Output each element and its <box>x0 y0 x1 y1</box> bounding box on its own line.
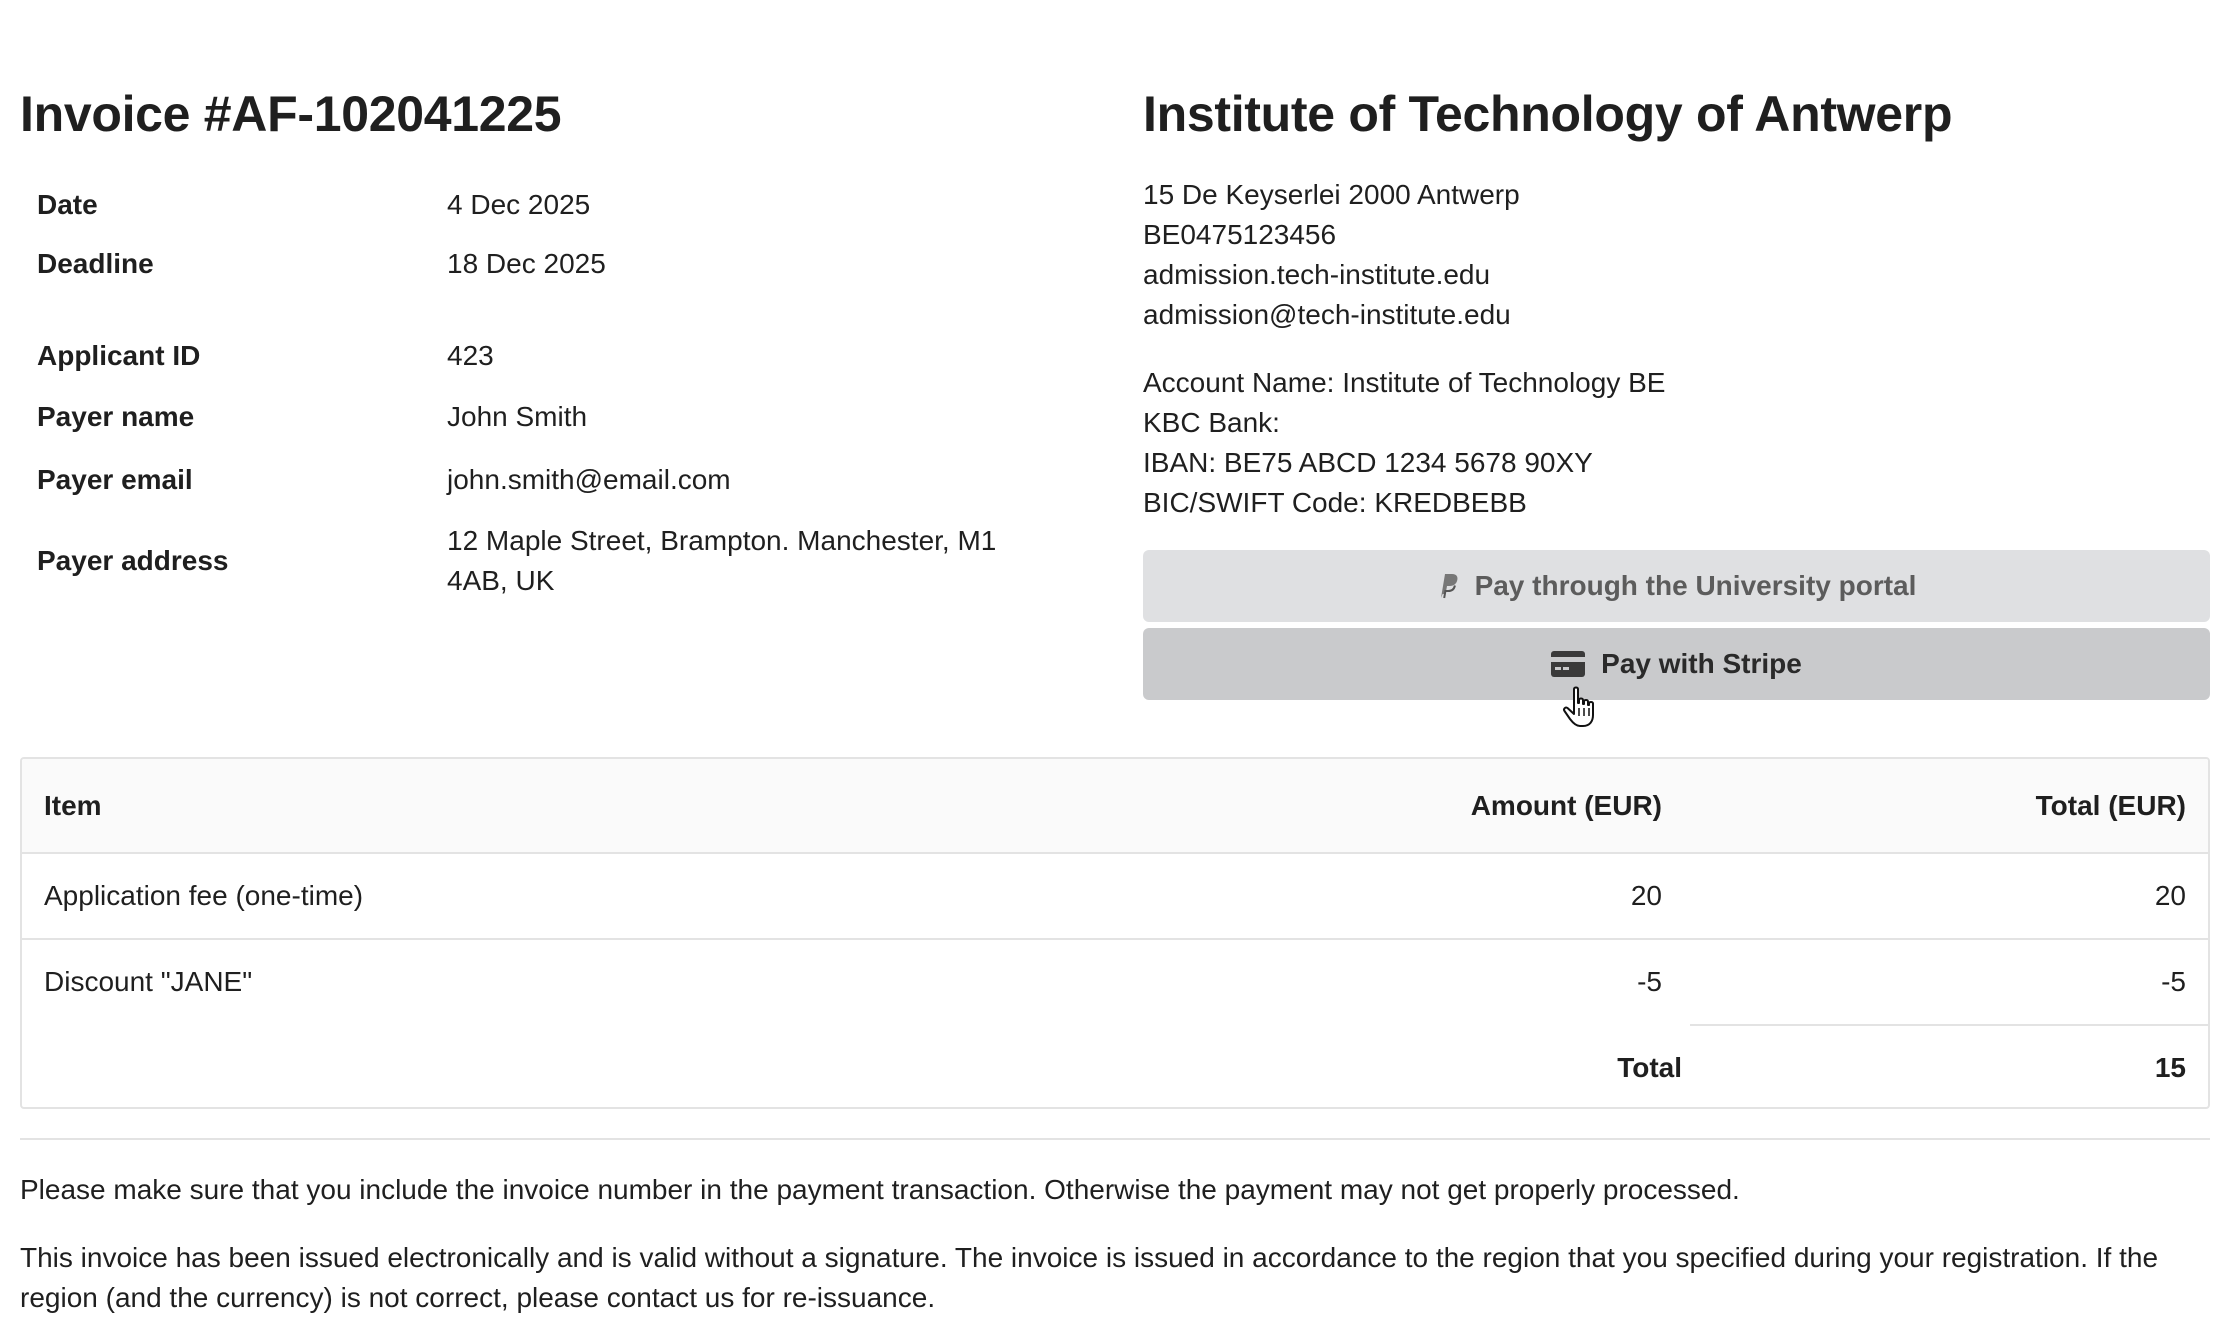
institute-name: Institute of Technology of Antwerp <box>1143 86 1953 142</box>
meta-row-payer-name <box>20 386 1080 448</box>
electronic-issuance-note: This invoice has been issued electronically and is valid without a signature. The invoice is issued in accordance to the region that you specified during your registration. If the region (and the currency) is not correct, please contact us for re-issuance. <box>20 1242 2159 1313</box>
table-header <box>22 759 2208 854</box>
payer-address-label: Payer address <box>37 545 229 576</box>
section-divider <box>20 1138 2210 1140</box>
header-amount: Amount (EUR) <box>1470 789 1662 821</box>
invoice-meta <box>20 176 1080 610</box>
pay-with-stripe-button[interactable] <box>1143 628 2210 700</box>
institute-vat: BE0475123456 <box>1143 219 1337 250</box>
date-value: 4 Dec 2025 <box>447 189 591 220</box>
row-item: Application fee (one-time) <box>44 880 364 911</box>
payer-email-label: Payer email <box>37 464 193 495</box>
meta-row-payer-address <box>20 512 1080 610</box>
invoice-items-table <box>20 757 2210 1109</box>
meta-row-date <box>20 176 1080 234</box>
applicant-id-value: 423 <box>447 339 494 371</box>
bic-swift: BIC/SWIFT Code: KREDBEBB <box>1143 487 1527 518</box>
row-total: 20 <box>2154 880 2186 911</box>
header-total: Total (EUR) <box>2035 789 2186 821</box>
hand-pointer-icon <box>1562 686 1598 730</box>
bank-details <box>1143 363 1665 523</box>
payer-email-value: john.smith@email.com <box>447 464 731 495</box>
total-value: 15 <box>2154 1051 2186 1083</box>
paypal-icon <box>1437 573 1459 599</box>
pay-university-portal-button[interactable] <box>1143 550 2210 622</box>
meta-row-deadline <box>20 234 1080 294</box>
credit-card-icon <box>1551 651 1585 677</box>
deadline-label: Deadline <box>37 248 154 279</box>
pay-stripe-label: Pay with Stripe <box>1601 648 1802 679</box>
institute-contact <box>1143 175 1520 335</box>
iban: IBAN: BE75 ABCD 1234 5678 90XY <box>1143 447 1593 478</box>
row-amount: -5 <box>1637 966 1662 997</box>
bank-name: KBC Bank: <box>1143 407 1280 438</box>
row-amount: 20 <box>1630 880 1662 911</box>
payer-name-value: John Smith <box>447 401 588 432</box>
institute-email: admission@tech-institute.edu <box>1143 299 1511 330</box>
table-total-row <box>22 1026 2208 1109</box>
transaction-note: Please make sure that you include the invoice number in the payment transaction. Otherwise the payment may not get properly processed. <box>20 1174 1740 1205</box>
invoice-title: Invoice #AF-102041225 <box>20 86 562 142</box>
institute-website: admission.tech-institute.edu <box>1143 259 1491 290</box>
meta-spacer <box>20 294 1080 325</box>
pay-portal-label: Pay through the University portal <box>1474 570 1917 601</box>
deadline-value: 18 Dec 2025 <box>447 248 606 279</box>
row-total: -5 <box>2161 966 2186 997</box>
payer-address-value: 12 Maple Street, Brampton. Manchester, M1 4AB, UK <box>447 525 997 596</box>
date-label: Date <box>37 189 98 220</box>
row-item: Discount "JANE" <box>44 966 253 997</box>
applicant-id-label: Applicant ID <box>37 339 201 371</box>
payer-name-label: Payer name <box>37 401 195 432</box>
header-item: Item <box>44 789 102 821</box>
total-label: Total <box>1617 1051 1682 1083</box>
account-name: Account Name: Institute of Technology BE <box>1143 367 1666 398</box>
table-row <box>22 940 2208 1024</box>
institute-address: 15 De Keyserlei 2000 Antwerp <box>1143 179 1520 210</box>
meta-row-applicant <box>20 325 1080 386</box>
table-row <box>22 854 2208 940</box>
meta-row-payer-email <box>20 448 1080 512</box>
